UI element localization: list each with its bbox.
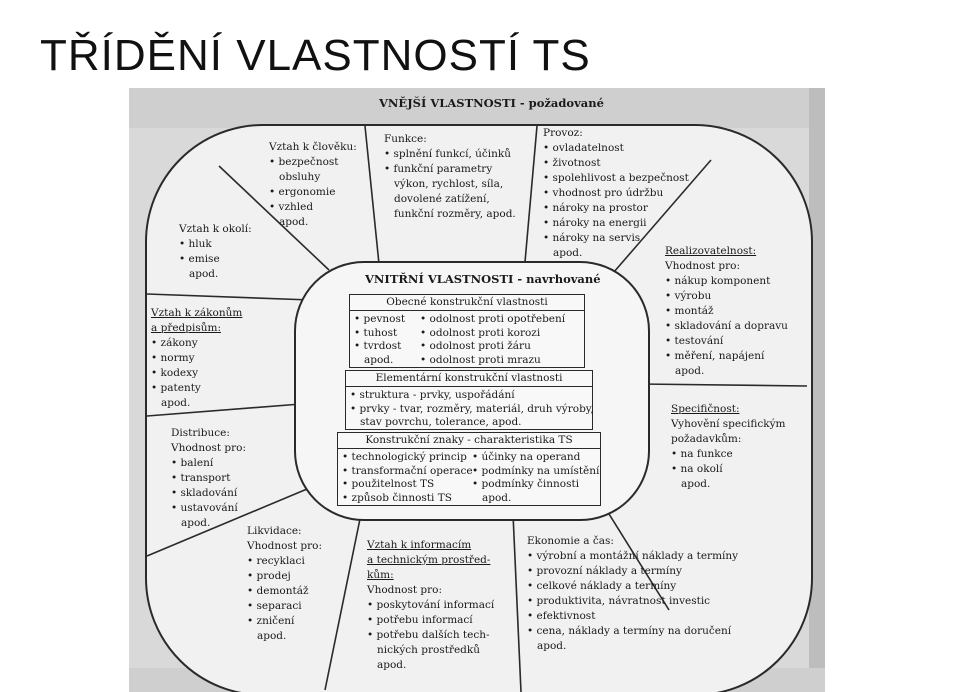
list-item: obsluhy [279,171,321,183]
list-item: • výrobní a montážní náklady a termíny [527,550,739,562]
list-item: stav povrchu, tolerance, apod. [360,416,522,428]
slide-title: TŘÍDĚNÍ VLASTNOSTÍ TS [40,31,591,80]
segment-provoz [543,126,689,261]
list-item: • účinky na operand [472,451,581,463]
segment-funkce [384,132,516,222]
list-item: • provozní náklady a termíny [527,565,682,577]
list-item: • skladování a dopravu [665,320,788,332]
segment-heading: Vztah k zákonům [151,307,243,319]
list-item: apod. [537,640,567,652]
list-item: apod. [553,247,583,259]
list-item: dovolené zatížení, [394,193,490,205]
list-item: • prodej [247,570,291,582]
list-item: • poskytování informací [367,599,495,611]
list-item: • technologický princip [342,451,467,463]
segment-heading: Vztah k člověku: [269,141,357,153]
list-item: • použitelnost TS [342,478,435,490]
list-item: • ergonomie [269,186,336,198]
list-item: Vyhovění specifickým [671,418,786,430]
box-right-column [420,313,565,367]
outer-properties-header: VNĚJŠÍ VLASTNOSTI - požadované [379,96,604,110]
box-caption: Elementární konstrukční vlastnosti [346,371,592,387]
box-left-column [354,313,405,367]
segment-heading: Vztah k informacím [367,539,472,551]
list-item: • odolnost proti žáru [420,340,531,352]
list-item: výkon, rychlost, síla, [394,178,504,190]
segment-heading: a technickým prostřed- [367,554,491,566]
segment-specificnost [671,402,785,492]
list-item: apod. [482,491,512,504]
list-item: • balení [171,457,214,469]
segment-heading: Provoz: [543,127,583,139]
segment-ekonomie-a-cas [527,534,738,654]
list-item: • výrobu [665,290,712,302]
list-item: • bezpečnost [269,156,339,168]
list-item: • produktivita, návratnost investic [527,595,711,607]
list-item: • ustavování [171,502,238,514]
list-item: apod. [257,630,287,642]
segment-likvidace [247,524,322,644]
list-item: • kodexy [151,367,199,379]
list-item: • transport [171,472,231,484]
list-item: • odolnost proti opotřebení [420,313,566,325]
list-item: • tvrdost [354,340,402,352]
list-item: • splnění funkcí, účinků [384,148,512,160]
list-item: • struktura - prvky, uspořádání [350,389,515,401]
list-item: • vhodnost pro údržbu [543,187,664,199]
segment-vztah-k-zakonum [151,306,242,411]
list-item: apod. [161,397,191,409]
list-item: apod. [279,216,309,228]
list-item: nických prostředků [377,644,481,656]
box-caption: Konstrukční znaky - charakteristika TS [338,433,600,449]
segment-heading: Specifičnost: [671,403,740,415]
box-obecne-konstrukcni-vlastnosti [349,294,585,368]
list-item: • na okolí [671,463,723,475]
segment-heading: Vztah k okolí: [179,223,252,235]
list-item: funkční rozměry, apod. [394,208,516,220]
scanned-diagram [129,88,825,692]
segment-vztah-k-cloveku [269,140,357,230]
list-item: Vhodnost pro: [665,260,741,272]
list-item: požadavkům: [671,433,742,445]
list-item: • spolehlivost a bezpečnost [543,172,689,184]
segment-heading: Likvidace: [247,525,302,537]
list-item: apod. [681,478,711,490]
segment-heading: Distribuce: [171,427,230,439]
list-item: • normy [151,352,195,364]
list-item: • skladování [171,487,238,499]
list-item: • vzhled [269,201,314,213]
segment-heading: Funkce: [384,133,427,145]
list-item: • transformační operace [342,464,473,477]
list-item: • zákony [151,337,198,349]
list-item: • separaci [247,600,302,612]
list-item: apod. [377,659,407,671]
list-item: • nákup komponent [665,275,771,287]
list-item: • funkční parametry [384,163,493,175]
list-item: • ovladatelnost [543,142,624,154]
list-item: • způsob činnosti TS [342,491,452,504]
list-item: Vhodnost pro: [171,442,247,454]
segment-heading: Ekonomie a čas: [527,535,614,547]
box-caption: Obecné konstrukční vlastnosti [350,295,584,311]
box-elementarni-konstrukcni-vlastnosti [345,370,593,430]
list-item: apod. [189,268,219,280]
list-item: • podmínky činnosti [472,478,580,490]
list-item: • nároky na prostor [543,202,648,214]
inner-properties-header: VNITŘNÍ VLASTNOSTI - navrhované [365,272,601,286]
list-item: • cena, náklady a termíny na doručení [527,625,732,637]
list-item: • odolnost proti korozi [420,326,541,339]
list-item: • recyklaci [247,555,305,567]
list-item: • zničení [247,615,295,627]
list-item: • emise [179,253,220,265]
list-item: • životnost [543,157,601,169]
segment-vztah-k-informacim [367,538,494,673]
list-item: • podmínky na umístění [472,464,600,477]
list-item: apod. [181,517,211,529]
segment-heading: a předpisům: [151,322,221,334]
list-item: • prvky - tvar, rozměry, materiál, druh výroby, [350,402,594,415]
box-left-column [342,451,473,505]
list-item: • demontáž [247,585,309,597]
segment-distribuce [171,426,246,531]
segment-realizovatelnost [665,244,788,379]
list-item: • potřebu dalších tech- [367,629,490,641]
segment-heading: kům: [367,569,394,581]
list-item: • hluk [179,238,212,250]
box-right-column [472,451,599,505]
list-item: • nároky na energii [543,217,647,229]
list-item: • montáž [665,305,714,317]
list-item: • měření, napájení [665,350,765,362]
list-item: apod. [675,365,705,377]
list-item: • potřebu informací [367,614,473,626]
box-konstrukcni-znaky [337,432,601,506]
list-item: • celkové náklady a termíny [527,580,677,592]
segment-vztah-k-okoli [179,222,252,282]
list-item: • pevnost [354,313,406,325]
list-item: • na funkce [671,448,733,460]
list-item: • tuhost [354,326,398,339]
list-item: • odolnost proti mrazu [420,353,541,366]
list-item: • nároky na servis [543,232,641,244]
list-item: • testování [665,335,724,347]
list-item: • efektivnost [527,610,596,622]
list-item: Vhodnost pro: [247,540,323,552]
list-item: • patenty [151,382,201,394]
box-column [350,389,594,430]
list-item: Vhodnost pro: [367,584,443,596]
segment-heading: Realizovatelnost: [665,245,757,257]
list-item: apod. [364,353,394,366]
